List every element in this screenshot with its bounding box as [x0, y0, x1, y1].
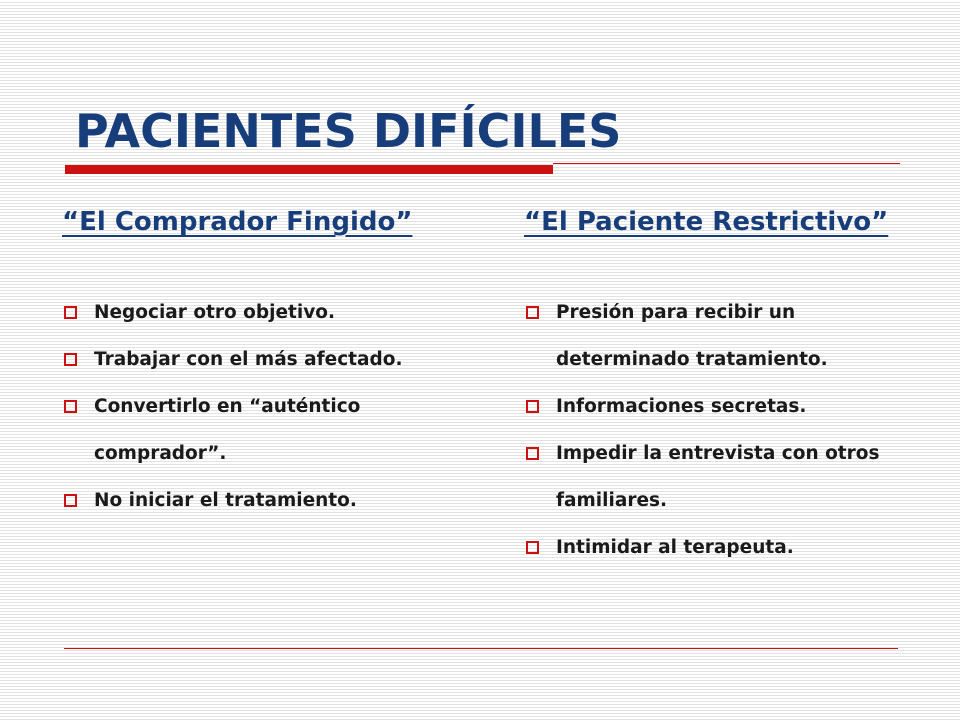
list-item: [524, 383, 886, 430]
bullet-text: Impedir la entrevista con otros familiares.: [556, 443, 880, 511]
bullet-text: Informaciones secretas.: [556, 396, 807, 417]
list-item: [524, 524, 886, 571]
list-item: [524, 430, 886, 524]
list-item: [62, 336, 434, 383]
square-bullet-icon: [526, 447, 539, 460]
square-bullet-icon: [64, 400, 77, 413]
bullet-text: No iniciar el tratamiento.: [94, 490, 357, 511]
bullet-text: Negociar otro objetivo.: [94, 302, 335, 323]
title-divider-line: [553, 163, 900, 164]
column-heading: “El Paciente Restrictivo”: [524, 207, 889, 237]
square-bullet-icon: [64, 306, 77, 319]
bullet-list: [62, 289, 462, 524]
column-comprador-fingido: [62, 200, 462, 524]
column-paciente-restrictivo: [524, 200, 924, 571]
list-item: [62, 477, 434, 524]
square-bullet-icon: [64, 494, 77, 507]
list-item: [62, 383, 434, 477]
list-item: [62, 289, 434, 336]
bullet-text: Trabajar con el más afectado.: [94, 349, 403, 370]
bottom-divider-line: [64, 648, 898, 649]
bullet-list: [524, 289, 924, 571]
square-bullet-icon: [64, 353, 77, 366]
square-bullet-icon: [526, 306, 539, 319]
bullet-text: Presión para recibir un determinado tratamiento.: [556, 302, 828, 370]
bullet-text: Intimidar al terapeuta.: [556, 537, 794, 558]
list-item: [524, 289, 886, 383]
square-bullet-icon: [526, 541, 539, 554]
slide-title: PACIENTES DIFÍCILES: [75, 104, 622, 158]
column-heading: “El Comprador Fingido”: [62, 207, 413, 237]
square-bullet-icon: [526, 400, 539, 413]
bullet-text: Convertirlo en “auténtico comprador”.: [94, 396, 361, 464]
title-accent-bar: [65, 165, 553, 174]
